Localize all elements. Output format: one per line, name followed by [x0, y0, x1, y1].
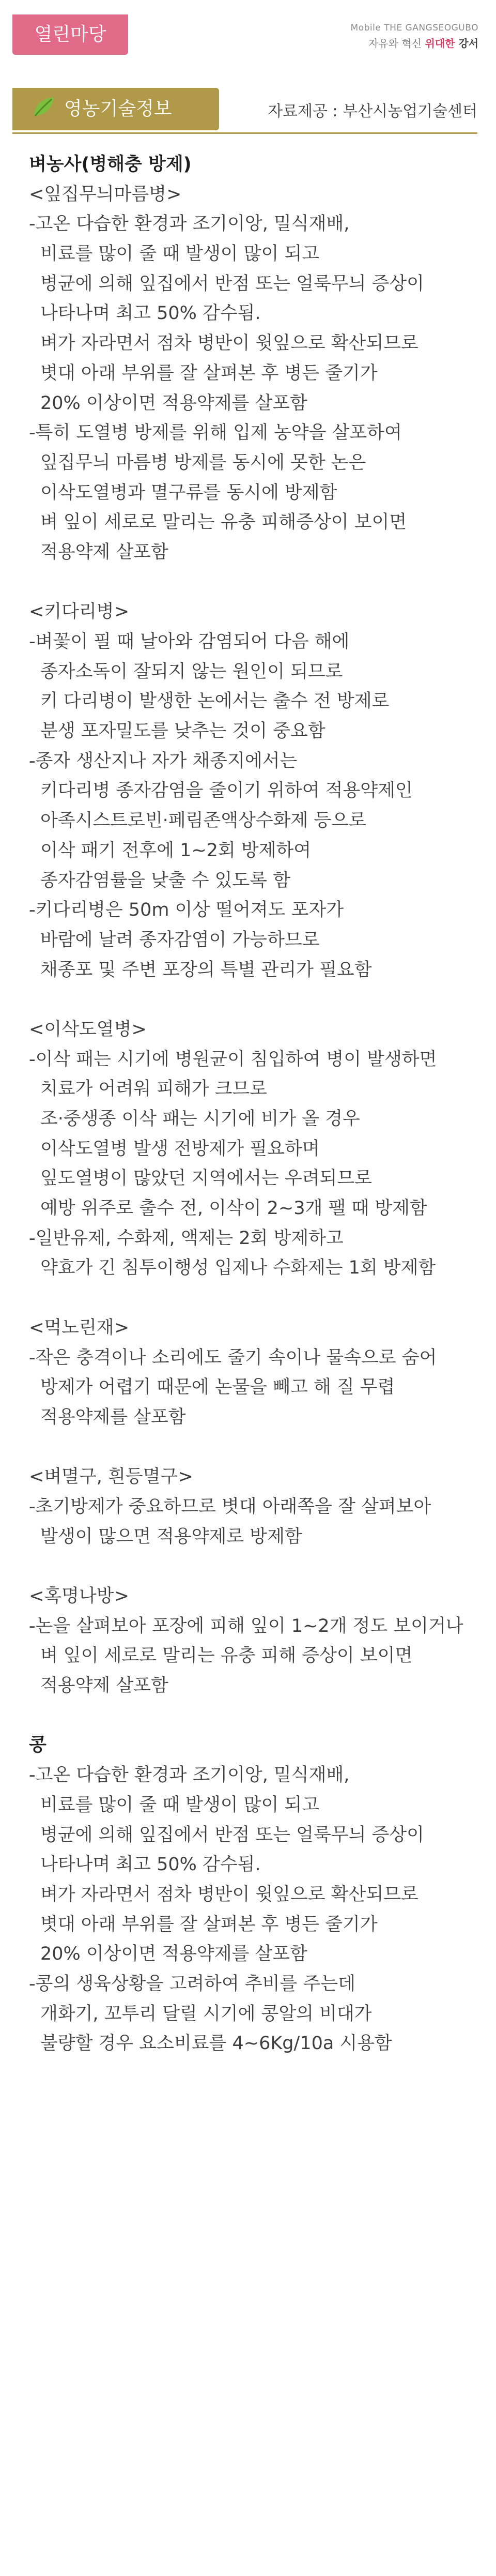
- brand-slogan: [351, 35, 478, 50]
- source-credit: 자료제공 : 부산시농업기술센터: [268, 102, 477, 120]
- subsection-heading: <먹노린재>: [29, 1317, 129, 1338]
- body-line-continued: 잎도열병이 많았던 지역에서는 우려되므로: [40, 1168, 372, 1189]
- body-line: -키다리병은 50m 이상 떨어져도 포자가: [29, 900, 344, 921]
- body-line-continued: 종자소독이 잘되지 않는 원인이 되므로: [40, 661, 343, 682]
- body-line-continued: 잎집무늬 마름병 방제를 동시에 못한 논은: [40, 452, 366, 473]
- body-line: -종자 생산지나 자가 채종지에서는: [29, 750, 298, 771]
- body-line-continued: 분생 포자밀도를 낮추는 것이 중요함: [40, 721, 326, 742]
- article-body: [29, 150, 484, 2059]
- section-heading: 벼농사(병해충 방제): [29, 154, 192, 175]
- body-line-continued: 벼 잎이 세로로 말리는 유충 피해 증상이 보이면: [40, 1645, 413, 1666]
- body-line-continued: 나타나며 최고 50% 감수됨.: [40, 303, 261, 324]
- body-line-continued: 불량할 경우 요소비료를 4~6Kg/10a 시용함: [40, 2033, 392, 2054]
- body-line-continued: 비료를 많이 줄 때 발생이 많이 되고: [40, 244, 320, 265]
- body-line-continued: 이삭도열병 발생 전방제가 필요하며: [40, 1138, 320, 1159]
- body-line: -특히 도열병 방제를 위해 입제 농약을 살포하여: [29, 422, 402, 444]
- body-line-continued: 20% 이상이면 적용약제를 살포함: [40, 392, 307, 414]
- spacer: [29, 1701, 484, 1731]
- body-line-continued: 예방 위주로 출수 전, 이삭이 2~3개 팰 때 방제함: [40, 1198, 427, 1219]
- leaf-icon: [31, 94, 57, 120]
- body-line-continued: 이삭도열병과 멸구류를 동시에 방제함: [40, 482, 337, 503]
- spacer: [29, 985, 484, 1015]
- subsection-heading: <벼멸구, 흰등멸구>: [29, 1466, 193, 1488]
- body-line-continued: 병균에 의해 잎집에서 반점 또는 얼룩무늬 증상이: [40, 1824, 424, 1845]
- body-line: -고온 다습한 환경과 조기이앙, 밀식재배,: [29, 214, 350, 235]
- section-tag: [12, 88, 219, 130]
- header: [0, 0, 496, 67]
- section-heading: 콩: [29, 1735, 47, 1756]
- body-line-continued: 볏대 아래 부위를 잘 살펴본 후 병든 줄기가: [40, 1914, 378, 1935]
- body-line-continued: 20% 이상이면 적용약제를 살포함: [40, 1944, 307, 1965]
- subsection-heading: <혹명나방>: [29, 1586, 129, 1607]
- body-line-continued: 볏대 아래 부위를 잘 살펴본 후 병든 줄기가: [40, 362, 378, 384]
- brand-logo: [351, 23, 478, 50]
- body-line-continued: 발생이 많으면 적용약제로 방제함: [40, 1526, 302, 1547]
- body-line-continued: 키 다리병이 발생한 논에서는 출수 전 방제로: [40, 691, 390, 712]
- body-line-continued: 종자감염률을 낮출 수 있도록 함: [40, 870, 291, 891]
- body-line-continued: 개화기, 꼬투리 달릴 시기에 콩알의 비대가: [40, 2003, 372, 2024]
- subsection-heading: <잎집무늬마름병>: [29, 184, 182, 205]
- body-line: -초기방제가 중요하므로 볏대 아래쪽을 잘 살펴보아: [29, 1496, 431, 1517]
- spacer: [29, 1552, 484, 1582]
- body-line-continued: 채종포 및 주변 포장의 특별 관리가 필요함: [40, 959, 372, 980]
- body-line: -이삭 패는 시기에 병원균이 침입하여 병이 발생하면: [29, 1049, 437, 1070]
- body-line-continued: 적용약제를 살포함: [40, 1406, 186, 1428]
- spacer: [29, 1433, 484, 1463]
- body-line-continued: 방제가 어렵기 때문에 논물을 빼고 해 질 무렵: [40, 1377, 395, 1398]
- body-line: -벼꽃이 필 때 날아와 감염되어 다음 해에: [29, 631, 350, 652]
- section-banner: [12, 83, 477, 134]
- body-line-continued: 벼가 자라면서 점차 병반이 윗잎으로 확산되므로: [40, 333, 419, 354]
- body-line-continued: 병균에 의해 잎집에서 반점 또는 얼룩무늬 증상이: [40, 273, 424, 294]
- body-line-continued: 바람에 날려 종자감염이 가능하므로: [40, 929, 320, 950]
- body-line-continued: 나타나며 최고 50% 감수됨.: [40, 1854, 261, 1875]
- body-line-continued: 아족시스트로빈·페림존액상수화제 등으로: [40, 810, 366, 831]
- brand-slogan-highlight: 위대한: [425, 37, 455, 50]
- subsection-heading: <키다리병>: [29, 601, 129, 623]
- body-line: -일반유제, 수화제, 액제는 2회 방제하고: [29, 1228, 344, 1249]
- body-line: -고온 다습한 환경과 조기이앙, 밀식재배,: [29, 1765, 350, 1786]
- body-line-continued: 이삭 패기 전후에 1~2회 방제하여: [40, 840, 312, 861]
- body-line-continued: 약효가 긴 침투이행성 입제나 수화제는 1회 방제함: [40, 1257, 436, 1279]
- body-line-continued: 치료가 어려워 피해가 크므로: [40, 1079, 268, 1100]
- brand-slogan-prefix: 자유와 혁신: [368, 37, 425, 50]
- divider: [12, 132, 477, 134]
- brand-tagline-en: Mobile THE GANGSEOGUBO: [350, 23, 478, 33]
- body-line-continued: 조·중생종 이삭 패는 시기에 비가 올 경우: [40, 1109, 360, 1129]
- body-line-continued: 벼 잎이 세로로 말리는 유충 피해증상이 보이면: [40, 512, 407, 533]
- brand-slogan-suffix: 강서: [455, 37, 478, 50]
- body-line-continued: 비료를 많이 줄 때 발생이 많이 되고: [40, 1794, 320, 1815]
- section-title: 영농기술정보: [64, 98, 172, 119]
- spacer: [29, 568, 484, 598]
- body-line-continued: 적용약제 살포함: [40, 541, 168, 563]
- body-line-continued: 적용약제 살포함: [40, 1675, 168, 1696]
- body-line-continued: 벼가 자라면서 점차 병반이 윗잎으로 확산되므로: [40, 1884, 419, 1905]
- spacer: [29, 1283, 484, 1313]
- body-line: -콩의 생육상황을 고려하여 추비를 주는데: [29, 1973, 355, 1994]
- subsection-heading: <이삭도열병>: [29, 1019, 147, 1040]
- body-line-continued: 키다리병 종자감염을 줄이기 위하여 적용약제인: [40, 780, 413, 801]
- body-line: -작은 충격이나 소리에도 줄기 속이나 물속으로 숨어: [29, 1347, 437, 1368]
- body-line: -논을 살펴보아 포장에 피해 잎이 1~2개 정도 보이거나: [29, 1615, 463, 1636]
- category-tab[interactable]: 열린마당: [12, 14, 128, 55]
